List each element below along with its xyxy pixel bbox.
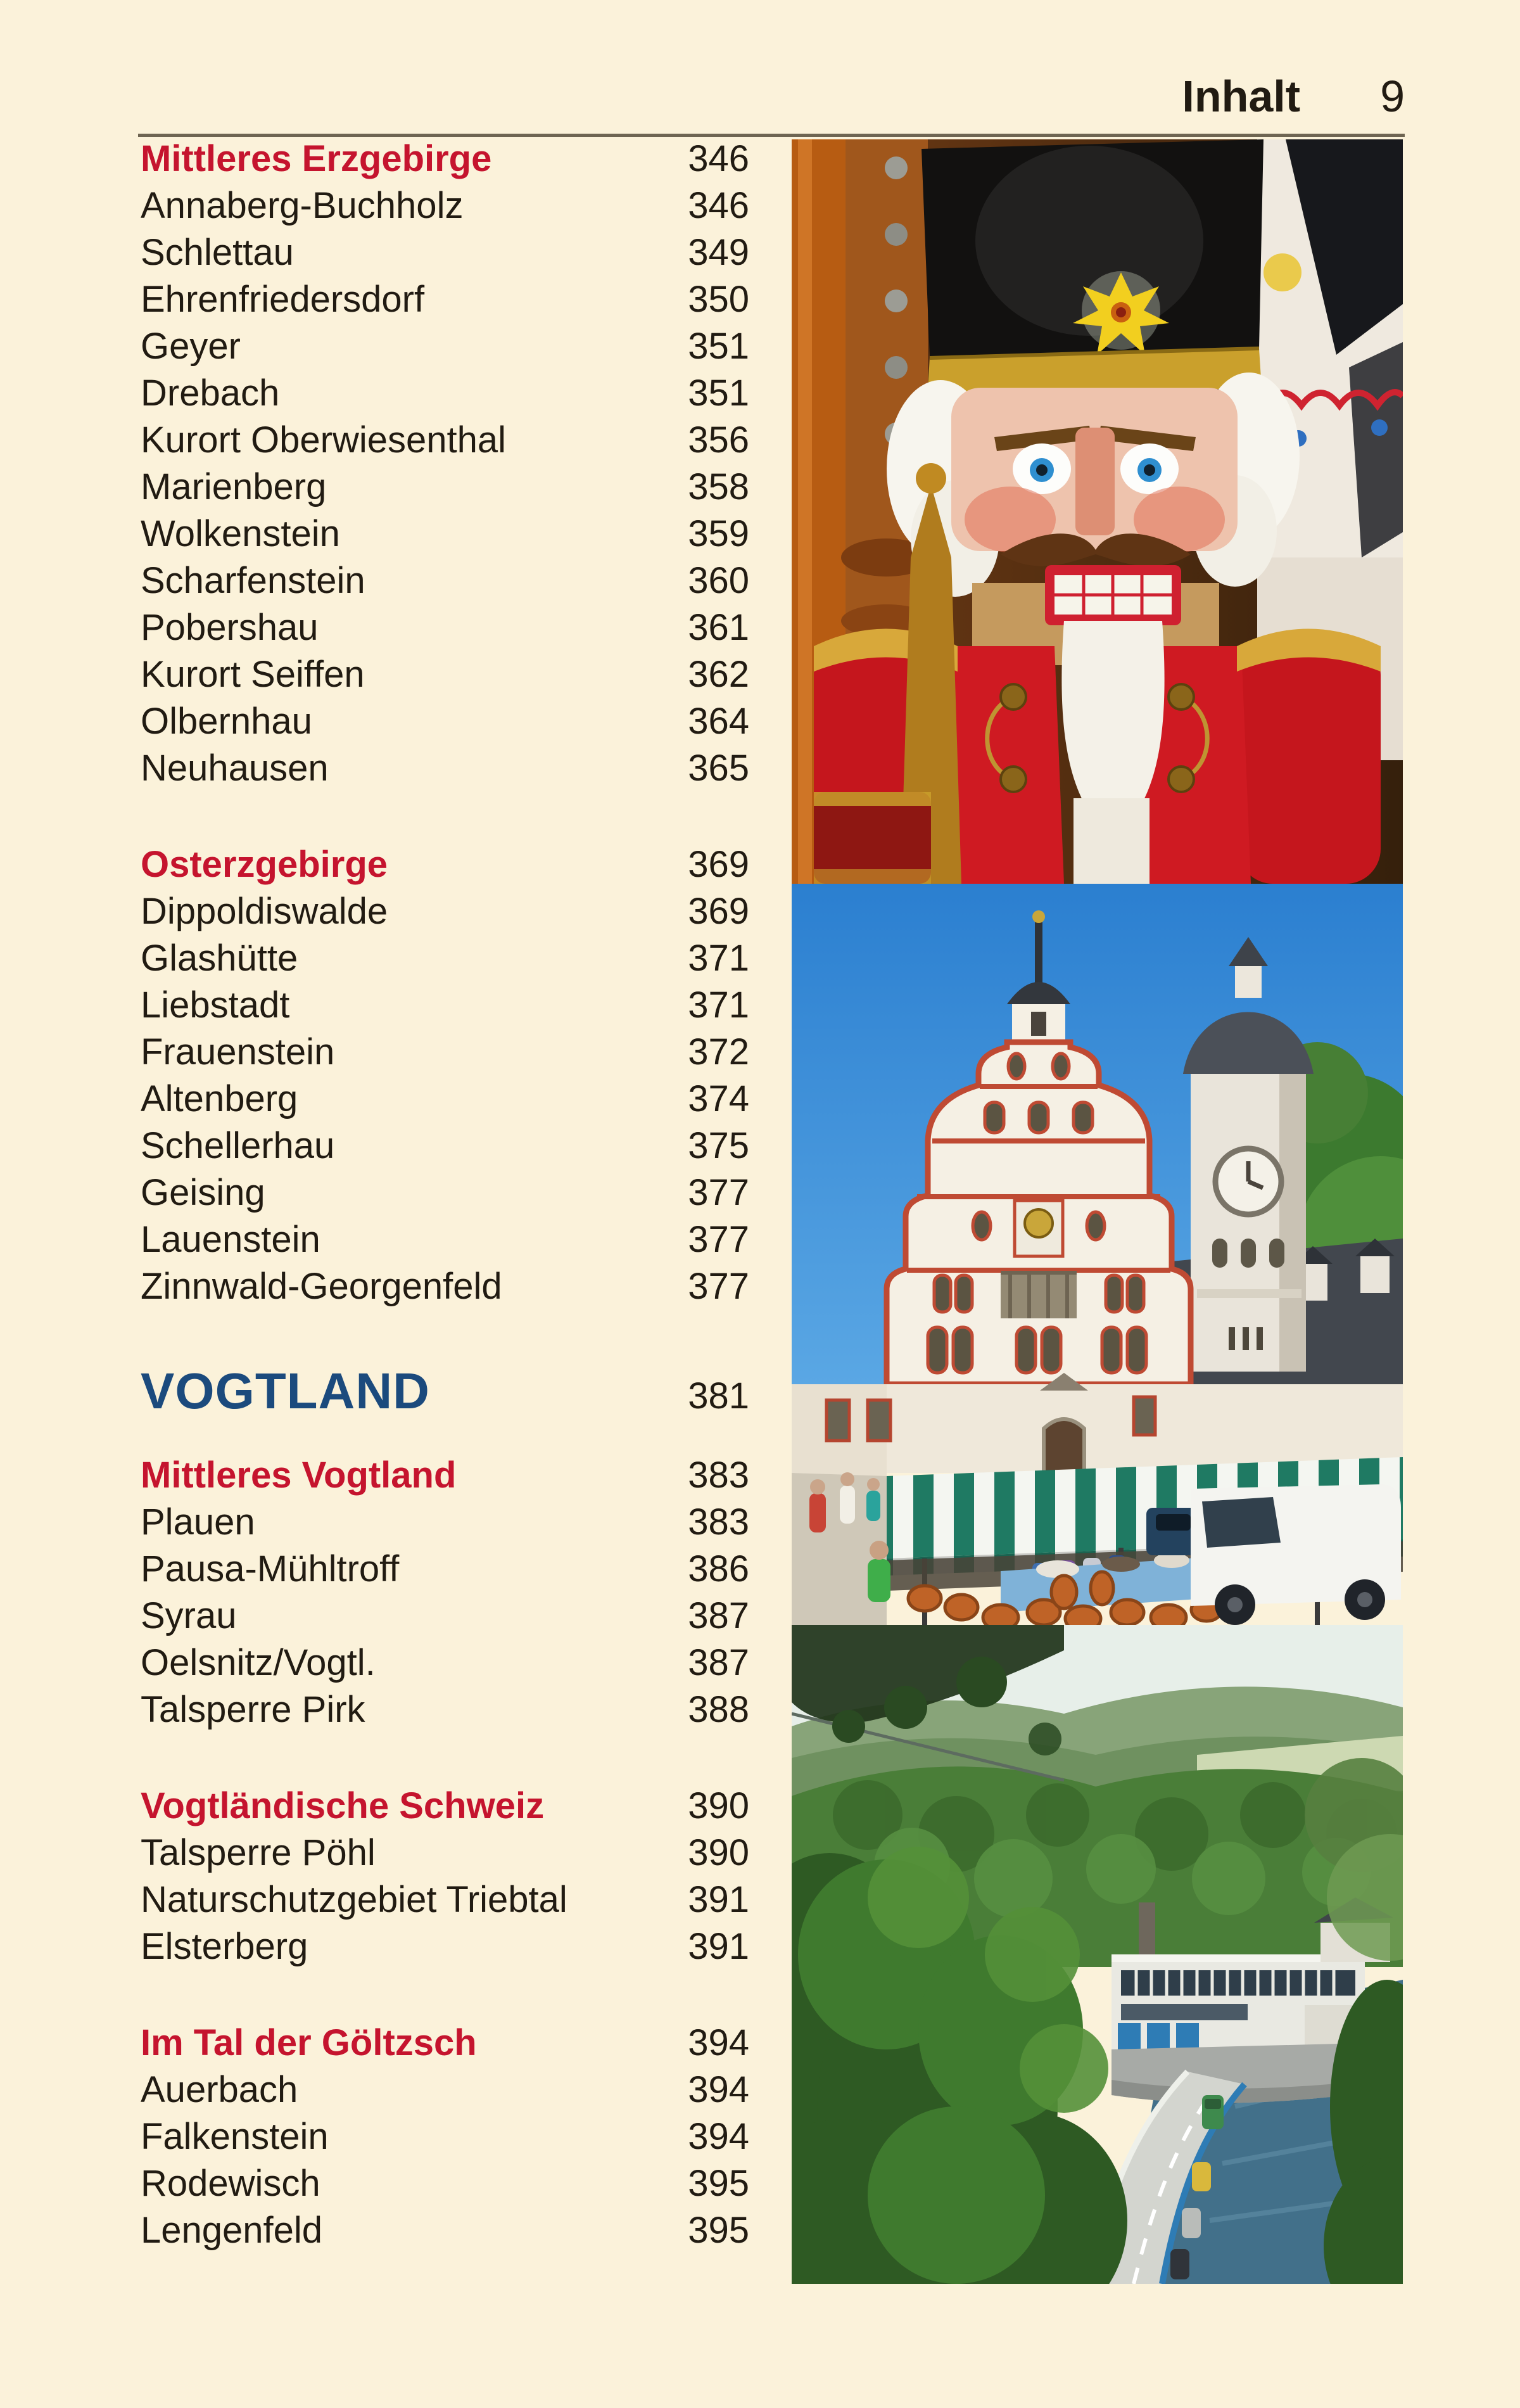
table-of-contents	[141, 136, 749, 2254]
toc-section	[141, 1783, 749, 1970]
page-title: Inhalt	[1182, 72, 1301, 121]
toc-row-item	[141, 1123, 749, 1169]
toc-entry-label: Rodewisch	[141, 2163, 320, 2204]
toc-entry-label: Kurort Seiffen	[141, 654, 365, 695]
toc-entry-page: 371	[688, 938, 749, 979]
toc-entry-label: Ehrenfriedersdorf	[141, 279, 425, 320]
toc-row-item	[141, 323, 749, 370]
toc-entry-label: Kurort Oberwiesenthal	[141, 419, 507, 461]
toc-row-item	[141, 651, 749, 698]
toc-row-heading	[141, 136, 749, 182]
dam-bridge-illustration	[792, 1625, 1403, 2284]
toc-entry-page: 358	[688, 466, 749, 507]
toc-entry-page: 361	[688, 607, 749, 648]
toc-entry-page: 381	[688, 1375, 749, 1417]
photo-dam-bridge	[792, 1625, 1403, 2284]
town-hall-market-illustration	[792, 884, 1403, 1625]
toc-row-item	[141, 370, 749, 417]
toc-entry-label: Pausa-Mühltroff	[141, 1548, 400, 1589]
photo-town-hall-market	[792, 884, 1403, 1625]
toc-entry-page: 394	[688, 2116, 749, 2157]
toc-entry-page: 387	[688, 1595, 749, 1636]
toc-section	[141, 136, 749, 792]
toc-entry-label: Falkenstein	[141, 2116, 329, 2157]
toc-entry-label: Frauenstein	[141, 1031, 335, 1073]
toc-row-item	[141, 604, 749, 651]
toc-entry-label: VOGTLAND	[141, 1363, 430, 1419]
toc-entry-page: 395	[688, 2163, 749, 2204]
toc-row-item	[141, 557, 749, 604]
toc-entry-label: Glashütte	[141, 938, 298, 979]
toc-row-item	[141, 2207, 749, 2254]
toc-entry-label: Wolkenstein	[141, 513, 340, 554]
toc-entry-label: Marienberg	[141, 466, 327, 507]
toc-entry-label: Plauen	[141, 1501, 255, 1543]
toc-row-item	[141, 982, 749, 1029]
toc-entry-page: 383	[688, 1455, 749, 1496]
toc-entry-label: Drebach	[141, 373, 280, 414]
toc-entry-label: Pobershau	[141, 607, 319, 648]
toc-section	[141, 1360, 749, 1428]
toc-entry-label: Neuhausen	[141, 748, 329, 789]
toc-entry-label: Oelsnitz/Vogtl.	[141, 1642, 376, 1683]
toc-row-item	[141, 1216, 749, 1263]
toc-entry-label: Talsperre Pirk	[141, 1689, 365, 1730]
toc-section	[141, 1452, 749, 1733]
toc-entry-page: 372	[688, 1031, 749, 1073]
toc-row-heading	[141, 1783, 749, 1830]
toc-entry-page: 351	[688, 373, 749, 414]
toc-row-item	[141, 745, 749, 792]
toc-entry-page: 365	[688, 748, 749, 789]
toc-entry-page: 351	[688, 326, 749, 367]
toc-entry-page: 390	[688, 1785, 749, 1826]
toc-row-item	[141, 1593, 749, 1640]
toc-row-heading	[141, 1360, 749, 1428]
toc-entry-label: Scharfenstein	[141, 560, 365, 601]
toc-row-item	[141, 229, 749, 276]
toc-section	[141, 841, 749, 1310]
toc-entry-page: 395	[688, 2210, 749, 2251]
toc-entry-label: Osterzgebirge	[141, 844, 388, 885]
page-header	[1182, 71, 1405, 122]
toc-entry-label: Liebstadt	[141, 984, 290, 1026]
toc-entry-label: Annaberg-Buchholz	[141, 185, 464, 226]
toc-row-item	[141, 1499, 749, 1546]
toc-row-item	[141, 2160, 749, 2207]
toc-row-heading	[141, 1452, 749, 1499]
toc-entry-label: Lengenfeld	[141, 2210, 323, 2251]
toc-entry-page: 377	[688, 1219, 749, 1260]
toc-entry-label: Zinnwald-Georgenfeld	[141, 1266, 502, 1307]
toc-row-item	[141, 2067, 749, 2113]
toc-row-item	[141, 1686, 749, 1733]
toc-entry-page: 394	[688, 2022, 749, 2063]
toc-row-item	[141, 182, 749, 229]
toc-section	[141, 2020, 749, 2254]
toc-row-item	[141, 935, 749, 982]
toc-entry-page: 375	[688, 1125, 749, 1166]
photo-nutcracker	[792, 139, 1403, 884]
toc-entry-label: Talsperre Pöhl	[141, 1832, 376, 1873]
toc-entry-page: 391	[688, 1926, 749, 1967]
toc-row-item	[141, 1546, 749, 1593]
toc-entry-page: 386	[688, 1548, 749, 1589]
toc-entry-page: 356	[688, 419, 749, 461]
toc-row-item	[141, 464, 749, 511]
toc-row-item	[141, 417, 749, 464]
toc-entry-label: Im Tal der Göltzsch	[141, 2022, 477, 2063]
toc-row-heading	[141, 2020, 749, 2067]
toc-entry-label: Geising	[141, 1172, 265, 1213]
toc-entry-page: 377	[688, 1172, 749, 1213]
toc-entry-page: 346	[688, 185, 749, 226]
toc-entry-label: Schlettau	[141, 232, 294, 273]
toc-entry-page: 391	[688, 1879, 749, 1920]
toc-entry-page: 359	[688, 513, 749, 554]
page-number: 9	[1380, 72, 1405, 121]
toc-entry-page: 377	[688, 1266, 749, 1307]
toc-entry-label: Vogtländische Schweiz	[141, 1785, 545, 1826]
toc-entry-label: Syrau	[141, 1595, 237, 1636]
toc-row-item	[141, 1876, 749, 1923]
toc-row-heading	[141, 841, 749, 888]
toc-entry-page: 383	[688, 1501, 749, 1543]
toc-entry-page: 369	[688, 891, 749, 932]
toc-row-item	[141, 1169, 749, 1216]
toc-entry-label: Lauenstein	[141, 1219, 320, 1260]
toc-entry-label: Mittleres Vogtland	[141, 1455, 457, 1496]
toc-row-item	[141, 1263, 749, 1310]
nutcracker-illustration	[792, 139, 1403, 884]
toc-entry-page: 350	[688, 279, 749, 320]
toc-row-item	[141, 1923, 749, 1970]
toc-row-item	[141, 276, 749, 323]
toc-entry-page: 364	[688, 701, 749, 742]
toc-entry-page: 369	[688, 844, 749, 885]
toc-entry-page: 394	[688, 2069, 749, 2110]
toc-entry-page: 362	[688, 654, 749, 695]
toc-entry-label: Olbernhau	[141, 701, 312, 742]
toc-entry-page: 371	[688, 984, 749, 1026]
toc-entry-page: 346	[688, 138, 749, 179]
toc-row-item	[141, 698, 749, 745]
photo-column	[792, 139, 1403, 2284]
toc-row-item	[141, 1076, 749, 1123]
toc-entry-page: 374	[688, 1078, 749, 1119]
toc-entry-label: Naturschutzgebiet Triebtal	[141, 1879, 567, 1920]
toc-entry-page: 387	[688, 1642, 749, 1683]
toc-row-item	[141, 2113, 749, 2160]
toc-entry-label: Auerbach	[141, 2069, 298, 2110]
toc-entry-label: Mittleres Erzgebirge	[141, 138, 492, 179]
toc-entry-page: 360	[688, 560, 749, 601]
toc-row-item	[141, 1830, 749, 1876]
toc-entry-page: 388	[688, 1689, 749, 1730]
toc-entry-label: Altenberg	[141, 1078, 298, 1119]
toc-entry-label: Elsterberg	[141, 1926, 308, 1967]
toc-entry-page: 390	[688, 1832, 749, 1873]
toc-entry-label: Dippoldiswalde	[141, 891, 388, 932]
toc-entry-page: 349	[688, 232, 749, 273]
toc-entry-label: Geyer	[141, 326, 241, 367]
toc-entry-label: Schellerhau	[141, 1125, 335, 1166]
toc-row-item	[141, 1640, 749, 1686]
toc-row-item	[141, 511, 749, 557]
toc-row-item	[141, 888, 749, 935]
toc-row-item	[141, 1029, 749, 1076]
